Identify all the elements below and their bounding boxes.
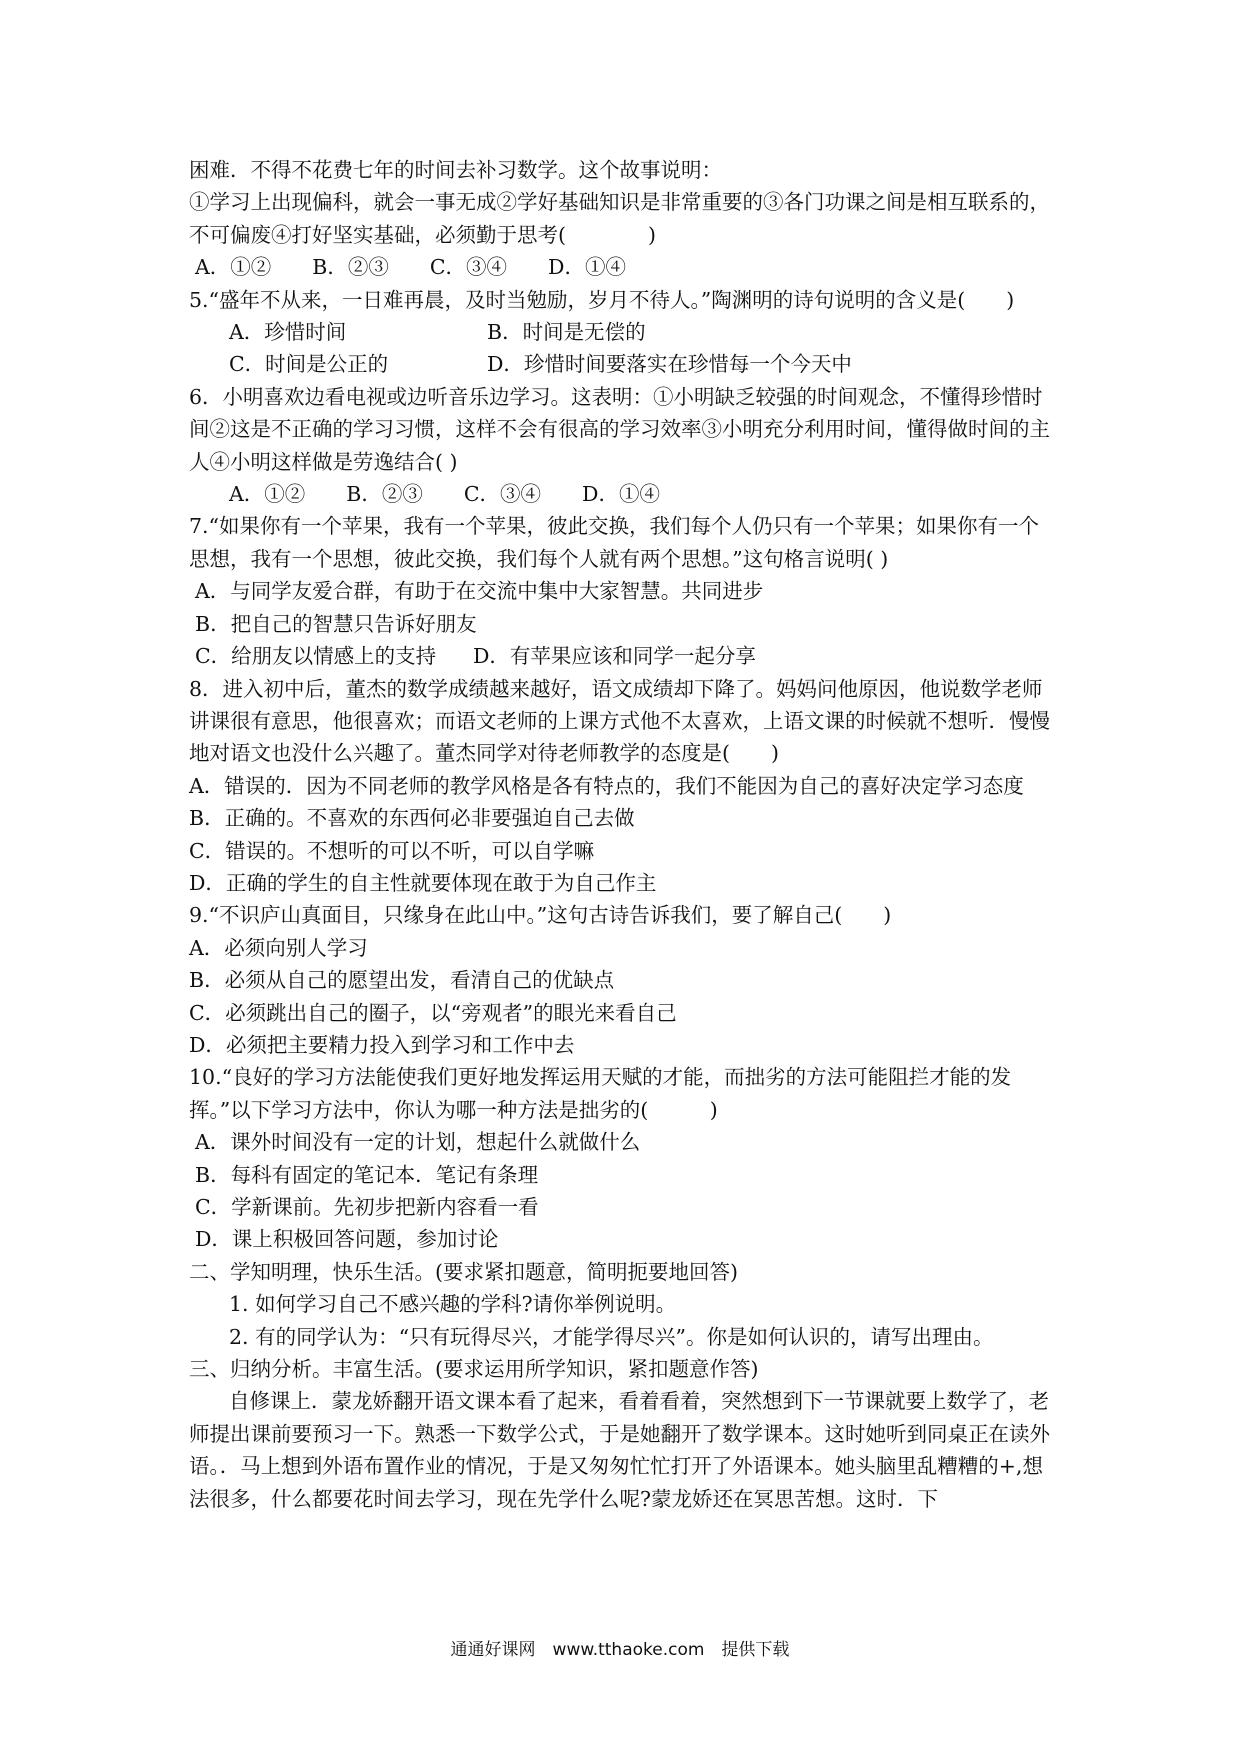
- choice-c: C．时间是公正的: [229, 352, 389, 377]
- question-9-choice-c: C．必须跳出自己的圈子，以“旁观者”的眼光来看自己: [189, 1000, 677, 1025]
- choice-d: D．珍惜时间要落实在珍惜每一个今天中: [487, 352, 852, 377]
- question-8-choice-d: D．正确的学生的自主性就要体现在敢于为自己作主: [189, 870, 657, 895]
- text-line: 困难．不得不花费七年的时间去补习数学。这个故事说明：: [189, 158, 722, 182]
- footer-source: 通通好课网 www.tthaoke.com 提供下载: [450, 1640, 790, 1660]
- question-7-choice-b: B．把自己的智慧只告诉好朋友: [195, 611, 477, 636]
- choice-b: B．时间是无偿的: [487, 320, 646, 345]
- question-10-choice-c: C．学新课前。先初步把新内容看一看: [195, 1195, 539, 1219]
- question-4-options-statements: ①学习上出现偏科，就会一事无成②学好基础知识是非常重要的③各门功课之间是相互联系的，不可偏废④打好坚实基础，必须勤于思考( ): [189, 190, 1050, 247]
- question-9-choice-a: A．必须向别人学习: [189, 935, 368, 960]
- question-10-choice-d: D．课上积极回答问题，参加讨论: [195, 1227, 499, 1252]
- question-9-choice-d: D．必须把主要精力投入到学习和工作中去: [189, 1032, 575, 1057]
- exam-text: [189, 154, 1057, 1515]
- question-5-choices-row-1: [189, 316, 1057, 348]
- section-3-passage: 自修课上．蒙龙娇翻开语文课本看了起来，看着看着，突然想到下一节课就要上数学了，老师提出课前要预习一下。熟悉一下数学公式，于是她翻开了数学课本。这时她听到同桌正在读外语。．马上想到外语布置作业的情况，于是又匆匆忙忙打开了外语课本。她头脑里乱糟糟的+,想法很多，什么都要花时间去学习，现在先学什么呢?蒙龙娇还在冥思苦想。这时．下: [189, 1389, 1050, 1511]
- question-7-choice-a: A．与同学友爱合群，有助于在交流中集中大家智慧。共同进步: [195, 579, 764, 604]
- question-6-choices: A．①② B．②③ C．③④ D．①④: [229, 482, 660, 507]
- question-8-choice-c: C．错误的。不想听的可以不听，可以自学嘛: [189, 838, 595, 863]
- question-9-choice-b: B．必须从自己的愿望出发，看清自己的优缺点: [189, 968, 615, 993]
- question-9-stem: 9.“不识庐山真面目，只缘身在此山中。”这句古诗告诉我们，要了解自己( ): [189, 903, 892, 928]
- question-7-choices-cd: [189, 640, 1057, 672]
- section-2-question-1: 1. 如何学习自己不感兴趣的学科?请你举例说明。: [229, 1292, 677, 1317]
- question-8-choice-a: A．错误的．因为不同老师的教学风格是各有特点的，我们不能因为自己的喜好决定学习态度: [189, 773, 1024, 798]
- question-6-stem: 6．小明喜欢边看电视或边听音乐边学习。这表明：①小明缺乏较强的时间观念，不懂得珍惜时间②这是不正确的学习习惯，这样不会有很高的学习效率③小明充分利用时间，懂得做时间的主人④小明这样做是劳逸结合( ): [189, 384, 1050, 474]
- question-10-choice-b: B．每科有固定的笔记本．笔记有条理: [195, 1162, 539, 1187]
- section-2-heading: 二、学知明理，快乐生活。(要求紧扣题意，简明扼要地回答): [189, 1259, 738, 1284]
- question-7-stem: 7.“如果你有一个苹果，我有一个苹果，彼此交换，我们每个人仍只有一个苹果；如果你有一个思想，我有一个思想，彼此交换，我们每个人就有两个思想。”这句格言说明( ): [189, 514, 1040, 571]
- question-10-stem: 10.“良好的学习方法能使我们更好地发挥运用天赋的才能，而拙劣的方法可能阻拦才能的发挥。”以下学习方法中，你认为哪一种方法是拙劣的( ): [189, 1065, 1012, 1122]
- section-3-heading: 三、归纳分析。丰富生活。(要求运用所学知识，紧扣题意作答): [189, 1357, 759, 1382]
- question-10-choice-a: A．课外时间没有一定的计划，想起什么就做什么: [195, 1130, 641, 1155]
- section-2-question-2: 2. 有的同学认为：“只有玩得尽兴，才能学得尽兴”。你是如何认识的，请写出理由。: [229, 1324, 994, 1349]
- question-4-choices: A．①② B．②③ C．③④ D．①④: [195, 255, 626, 280]
- question-8-stem: 8．进入初中后，董杰的数学成绩越来越好，语文成绩却下降了。妈妈问他原因，他说数学老师讲课很有意思，他很喜欢；而语文老师的上课方式他不太喜欢，上语文课的时候就不想听．慢慢地对语文也没什么兴趣了。董杰同学对待老师教学的态度是( ): [189, 676, 1050, 766]
- question-8-choice-b: B．正确的。不喜欢的东西何必非要强迫自己去做: [189, 806, 635, 831]
- question-5-choices-row-2: [189, 348, 1057, 380]
- choice-d: D．有苹果应该和同学一起分享: [473, 644, 756, 669]
- choice-a: A．珍惜时间: [229, 320, 347, 345]
- question-5-stem: 5.“盛年不从来，一日难再晨，及时当勉励，岁月不待人。”陶渊明的诗句说明的含义是( ): [189, 287, 1015, 312]
- choice-c: C．给朋友以情感上的支持: [195, 644, 437, 669]
